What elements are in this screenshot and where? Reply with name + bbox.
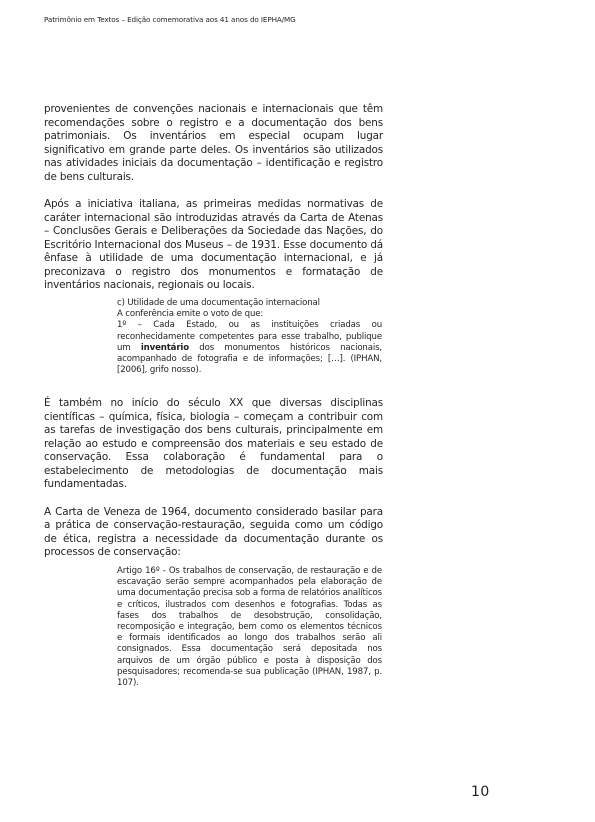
quote-highlight: inventário (140, 342, 189, 353)
body-section-middle (44, 397, 383, 574)
quote-heading: c) Utilidade de uma documentação internacional (117, 298, 320, 308)
block-quote-athens (117, 298, 382, 376)
running-header: Patrimônio em Textos – Edição comemorativa aos 41 anos do IEPHA/MG (44, 15, 296, 24)
quote-body (117, 320, 382, 376)
body-section-top (44, 103, 383, 307)
block-quote-venice (117, 566, 382, 689)
paragraph-athens-charter: Após a iniciativa italiana, as primeiras medidas normativas de caráter internacional são introduzidas através da Carta de Atenas – Conclusões Gerais e Deliberações da Sociedade das Nações, do Escritório Internacional dos Museus – de 1931. Esse documento dá ênfase à utilidade de uma documentação internacional, e já preconizava o registro dos monumentos e formatação de inventários nacionais, regionais ou locais. (44, 198, 383, 291)
paragraph-venice-charter: A Carta de Veneza de 1964, documento considerado basilar para a prática de conservação-restauração, seguida como um código de ética, registra a necessidade da documentação durante os processos de conservação: (44, 505, 383, 558)
quote-article-16: Artigo 16º - Os trabalhos de conservação, de restauração e de escavação serão sempre acompanhados pela elaboração de uma documentação precisa sob a forma de relatórios analíticos e críticos, ilustrados com desenhos e fotografias. Todas as fases dos trabalhos de desobstrução, consolidação, recomposição e integração, bem como os elementos técnicos e formais identificados ao longo dos trabalhos serão ali consignados. Essa documentação será depositada nos arquivos de um órgão público e posta à disposição dos pesquisadores; recomenda-se sua publicação (IPHAN, 1987, p. 107). (117, 566, 382, 689)
paragraph-scientific-disciplines: É também no início do século XX que diversas disciplinas científicas – química, física, biologia – começam a contribuir com as tarefas de investigação dos bens culturais, principalmente em relação ao estudo e compreensão dos materiais e seu estado de conservação. Essa colaboração é fundamental para o estabelecimento de metodologias de documentação mais fundamentadas. (44, 397, 383, 490)
quote-text-after: dos monumentos históricos nacionais, acompanhado de fotografia e de informações; […]. (IPHAN, [2006], grifo nosso). (117, 342, 382, 376)
page-number: 10 (471, 784, 490, 800)
quote-intro: A conferência emite o voto de que: (117, 309, 264, 320)
quote-text-before: 1º – Cada Estado, ou as instituições criadas ou reconhecidamente competentes para esse trabalho, publique um (117, 320, 382, 353)
paragraph-documentation-conventions: provenientes de convenções nacionais e internacionais que têm recomendações sobre o registro e a documentação dos bens patrimoniais. Os inventários em especial ocupam lugar significativo em grande parte deles. Os inventários são utilizados nas atividades iniciais da documentação – identificação e registro de bens culturais. (44, 103, 383, 183)
